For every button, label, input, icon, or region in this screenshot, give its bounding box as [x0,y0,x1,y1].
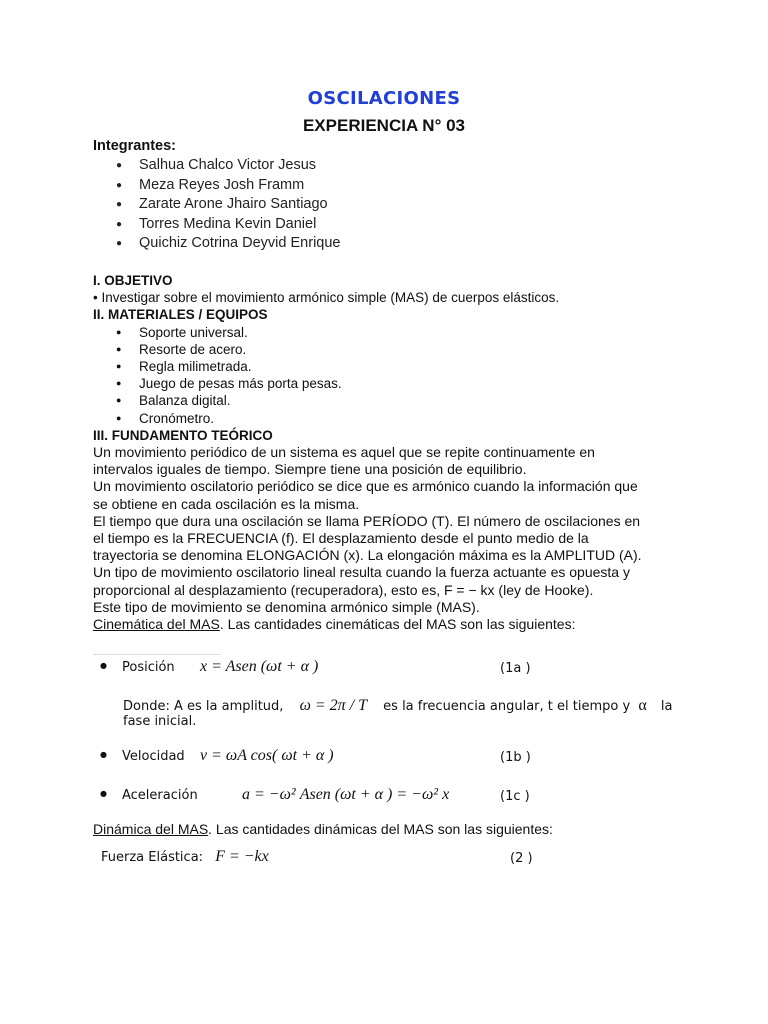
integrantes-list [93,156,340,254]
velocidad-label: Velocidad [122,749,185,764]
posicion-label: Posición [122,660,175,675]
cinematica-heading: Cinemática del MAS [93,615,220,632]
list-item: ● Quichiz Cotrina Deyvid Enrique [93,234,340,254]
dinamica-heading: Dinámica del MAS [93,821,209,837]
donde-equation: ω = 2π / T [299,697,368,714]
velocidad-number: (1b ) [500,750,531,765]
objetivo-section [93,272,683,633]
list-item: ● Zarate Arone Jhairo Santiago [93,195,340,215]
fuerza-equation: F = −kx [215,848,269,865]
text-line: Un movimiento oscilatorio periódico se dice que es armónico cuando la información que [93,478,638,495]
aceleracion-label: Aceleración [122,788,198,803]
list-item: ● Meza Reyes Josh Framm [93,176,340,196]
text-line: Un movimiento periódico de un sistema es aquel que se repite continuamente en [93,443,595,460]
list-item: ● Torres Medina Kevin Daniel [93,215,340,235]
aceleracion-equation: a = −ω² Asen (ωt + α ) = −ω² x [242,786,450,803]
donde-line [123,697,672,715]
donde-alpha: α [638,697,647,714]
bullet-icon: ● [100,750,107,759]
materiales-heading: II. MATERIALES / EQUIPOS [93,307,268,323]
text-line: el tiempo es la FRECUENCIA (f). El desplazamiento desde el punto medio de la [93,529,589,546]
text-line: trayectoria se denomina ELONGACIÓN (x). La elongación máxima es la AMPLITUD (A). [93,547,642,564]
list-item: ● Salhua Chalco Victor Jesus [93,156,340,176]
document-subtitle: EXPERIENCIA N° 03 [302,116,466,135]
list-item: ● Cronómetro. [93,410,683,427]
list-item: ● Resorte de acero. [93,341,683,358]
text-line: intervalos iguales de tiempo. Siempre tiene una posición de equilibrio. [93,461,527,478]
donde-text-3: la [660,699,673,714]
text-line: Un tipo de movimiento oscilatorio lineal resulta cuando la fuerza actuante es opuesta y [93,564,630,581]
objetivo-text: • Investigar sobre el movimiento armónico simple (MAS) de cuerpos elásticos. [93,290,560,306]
integrantes-label: Integrantes: [93,138,176,154]
text-line: El tiempo que dura una oscilación se llama PERÍODO (T). El número de oscilaciones en [93,512,641,529]
bullet-icon: ● [100,661,107,670]
posicion-number: (1a ) [500,661,531,676]
objetivo-heading: I. OBJETIVO [93,273,173,288]
divider [93,654,221,655]
dinamica-intro-line [93,821,683,838]
donde-line-2: fase inicial. [123,714,197,729]
materiales-list [93,324,683,427]
fundamento-heading: III. FUNDAMENTO TEÓRICO [93,427,273,443]
list-item: ● Balanza digital. [93,392,683,409]
dinamica-intro: . Las cantidades dinámicas del MAS son las siguientes: [208,821,553,837]
bullet-icon: ● [100,789,107,798]
document-title: OSCILACIONES [307,88,461,109]
posicion-equation: x = Asen (ωt + α ) [200,658,319,675]
fuerza-label: Fuerza Elástica: [101,850,204,865]
text-line [93,616,683,633]
aceleracion-number: (1c ) [500,789,530,804]
list-item: ● Soporte universal. [93,324,683,341]
formula-fuerza [101,848,269,866]
text-line: Este tipo de movimiento se denomina armónico simple (MAS). [93,598,480,615]
text-line: proporcional al desplazamiento (recuperadora), esto es, F = − kx (ley de Hooke). [93,581,594,598]
fuerza-number: (2 ) [510,851,533,866]
donde-text-1: Donde: A es la amplitud, [123,699,284,714]
list-item: ● Juego de pesas más porta pesas. [93,375,683,392]
cinematica-intro: . Las cantidades cinemáticas del MAS son las siguientes: [219,615,576,632]
fundamento-paragraph [93,444,683,633]
text-line: se obtiene en cada oscilación es la misma. [93,495,360,512]
donde-text-2: es la frecuencia angular, t el tiempo y [383,699,631,714]
list-item: ● Regla milimetrada. [93,358,683,375]
velocidad-equation: v = ωA cos( ωt + α ) [200,747,334,764]
